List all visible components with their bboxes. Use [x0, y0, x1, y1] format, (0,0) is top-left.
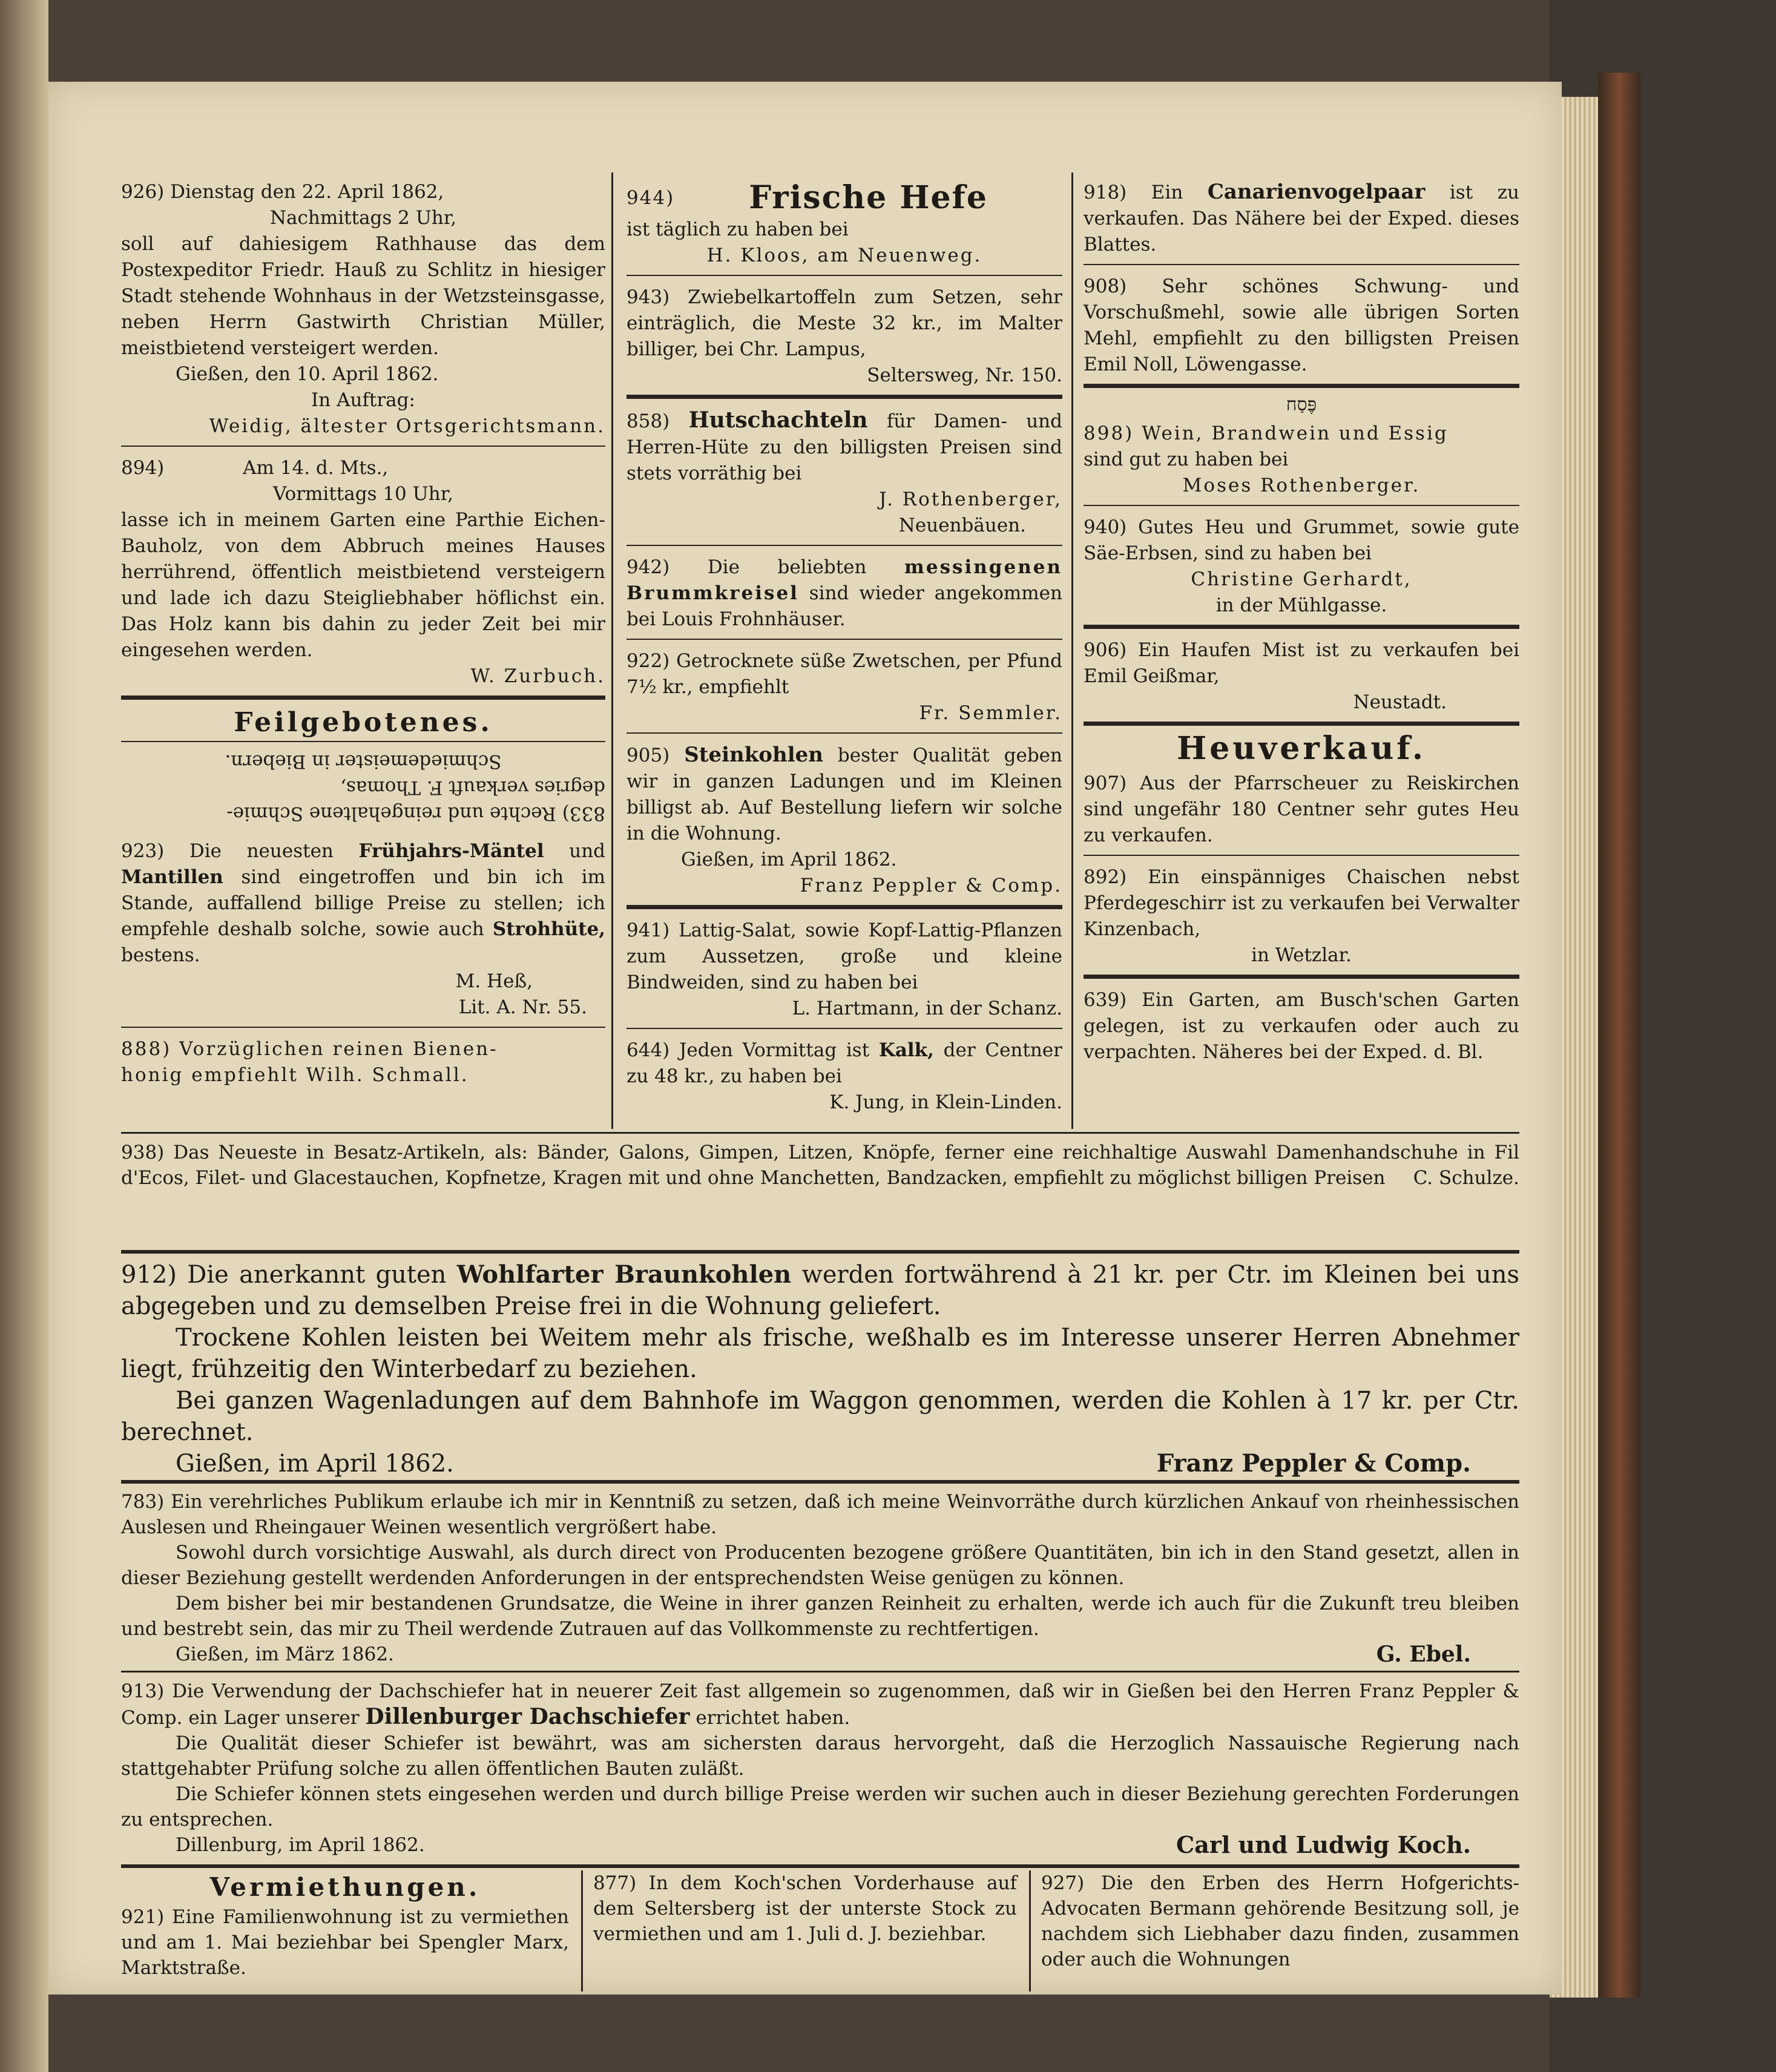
ad-918-text1: 918) Ein: [1084, 182, 1183, 203]
ad-926-line2: Nachmittags 2 Uhr,: [269, 207, 457, 229]
ad-923-text3: sind eingetroffen und bin ich im Stande, auffallend billige Preise zu stellen; ich empfehle deshalb solche, sowie auch: [121, 866, 605, 940]
ad-913-bold: Dillenburger Dachschiefer: [365, 1704, 690, 1729]
ad-923-bold2: Mantillen: [121, 866, 223, 888]
ad-783-para1: 783) Ein verehrliches Publikum erlaube ich mir in Kenntniß zu setzen, daß ich meine Weinvorräthe durch kürzlichen Ankauf von rheinhessischen Auslesen und Rheingauer Weinen wesentlich vergrößert habe.: [121, 1491, 1519, 1538]
ad-941-body: 941) Lattig-Salat, sowie Kopf-Lattig-Pflanzen zum Aussetzen, große und kleine Bindweiden, sind zu haben bei: [627, 919, 1062, 993]
ad-858: [627, 404, 1062, 546]
ad-927: 927) Die den Erben des Herrn Hofgerichts-Advocaten Bermann gehörende Besitzung soll, je nachdem sich Liebhaber dazu finden, zusammen oder auch die Wohnungen: [1041, 1872, 1519, 1970]
ad-923-bold1: Frühjahrs-Mäntel: [358, 840, 544, 862]
ad-913-para2: Die Qualität dieser Schiefer ist bewährt, was am sichersten daraus hervorgeht, daß die Herzoglich Nassauische Regierung nach stattgehabter Prüfung solche zu allen öffentlichen Bauten zuläßt.: [121, 1732, 1519, 1780]
ad-888-line1: 888) Vorzüglichen reinen Bienen-: [121, 1038, 498, 1060]
ad-858-address: Neuenbäuen.: [898, 515, 1026, 536]
ad-940: [1084, 511, 1519, 629]
ad-905-number: 905): [627, 745, 670, 766]
ad-926-line1: 926) Dienstag den 22. April 1862,: [121, 181, 444, 203]
ad-858-bold: Hutschachteln: [688, 407, 868, 433]
ad-913: [121, 1679, 1519, 1858]
ad-923: [121, 835, 605, 1028]
ad-938-body: 938) Das Neueste in Besatz-Artikeln, als: Bänder, Galons, Gimpen, Litzen, Knöpfe, ferner eine reichhaltige Auswahl Damenhandschuhe in Fil d'Ecos, Filet- und Glacestauchen, Kopfnetze, Kragen mit und ohne Manchetten, Bandzacken, empfiehlt zu möglichst billigen Preisen: [121, 1142, 1519, 1189]
ad-941-signature: L. Hartmann, in der Schanz.: [792, 998, 1062, 1019]
ad-912-text1: 912) Die anerkannt guten: [121, 1261, 447, 1289]
ad-858-signature: J. Rothenberger,: [879, 488, 1062, 510]
newspaper-page: [48, 82, 1562, 1995]
rule-above-bottom: [121, 1864, 1519, 1868]
ad-926-auftrag: In Auftrag:: [311, 389, 415, 411]
ad-833-line3: Schmiedemeister in Biebern.: [225, 751, 502, 772]
section-heading-vermiethungen: Vermiethungen.: [209, 1872, 481, 1902]
ad-888: [121, 1033, 605, 1094]
rule-above-783: [121, 1480, 1519, 1484]
book-gutter: [0, 0, 48, 2072]
ad-894-line2: Vormittags 10 Uhr,: [273, 483, 453, 505]
column-rule-1: [611, 173, 613, 1129]
ad-943: [627, 281, 1062, 399]
ad-926-body: soll auf dahiesigem Rathhause das dem Postexpeditor Friedr. Hauß zu Schlitz in hiesiger Stadt stehende Wohnhaus in der Wetzsteinsgasse, neben Herrn Gastwirth Christian Müller, meistbietend versteigert werden.: [121, 233, 605, 359]
ad-944-line1: ist täglich zu haben bei: [627, 219, 849, 240]
ad-783-para2: Sowohl durch vorsichtige Auswahl, als durch direct von Producenten bezogene größere Quantitäten, bin ich in den Stand gesetzt, allen in dieser Beziehung gestellt werdenden Anforderungen in der entsprechendsten Weise genügen zu können.: [121, 1542, 1519, 1589]
ad-922: [627, 645, 1062, 734]
ad-938: [121, 1140, 1519, 1191]
ad-922-body: 922) Getrocknete süße Zwetschen, per Pfund 7½ kr., empfiehlt: [627, 650, 1062, 698]
column-1: [121, 176, 605, 1099]
ad-923-signature: M. Heß,: [455, 970, 533, 992]
ad-833-upside-down: [121, 741, 605, 830]
ad-938-signature: C. Schulze.: [1413, 1167, 1519, 1189]
bottom-rule-1: [581, 1870, 583, 1991]
bottom-col-1: [121, 1870, 569, 1981]
ad-940-body: 940) Gutes Heu und Grummet, sowie gute Säe-Erbsen, sind zu haben bei: [1084, 516, 1519, 564]
ad-912-text2: werden fortwährend à 21 kr. per Ctr. im Kleinen bei uns abgegeben und zu demselben Preise frei in die Wohnung geliefert.: [121, 1261, 1520, 1320]
ad-944-line2: H. Kloos, am Neuenweg.: [706, 245, 982, 266]
ad-898-signature: Moses Rothenberger.: [1182, 475, 1421, 496]
ad-926-date: Gießen, den 10. April 1862.: [176, 363, 439, 385]
ad-877: 877) In dem Koch'schen Vorderhause auf dem Seltersberg ist der unterste Stock zu vermiethen und am 1. Juli d. J. beziehbar.: [593, 1872, 1017, 1945]
ad-918-bold: Canarienvogelpaar: [1207, 180, 1426, 204]
ad-943-address: Seltersweg, Nr. 150.: [867, 364, 1062, 386]
ad-918: [1084, 176, 1519, 265]
ad-833-line1: 833) Rechte und reingehaltene Schmie-: [226, 803, 605, 824]
rule-above-912: [121, 1250, 1519, 1254]
ad-944-title: Frische Hefe: [749, 179, 988, 216]
ad-892-body: 892) Ein einspänniges Chaischen nebst Pferdegeschirr ist zu verkaufen bei Verwalter Kinzenbach,: [1084, 866, 1519, 940]
ad-894-body: lasse ich in meinem Garten eine Parthie Eichen-Bauholz, von dem Abbruch meines Hauses herrührend, öffentlich meistbietend versteigern und lade ich dazu Steigliebhaber höflichst ein. Das Holz kann bis dahin zu jeder Zeit bei mir eingesehen werden.: [121, 509, 605, 661]
ad-923-text1: 923) Die neuesten: [121, 840, 334, 862]
ad-906-address: Neustadt.: [1353, 691, 1447, 713]
ad-942: [627, 551, 1062, 640]
ad-644-text1: 644) Jeden Vormittag ist: [627, 1039, 870, 1061]
book-spine: [1598, 73, 1640, 1998]
ad-912: [121, 1259, 1519, 1479]
ad-942-text2: sind wieder angekommen bei Louis Frohnhäuser.: [627, 582, 1062, 630]
hebrew-pesach-heading: פֶּסַח: [1286, 394, 1317, 415]
ad-907-body: 907) Aus der Pfarrscheuer zu Reiskirchen sind ungefähr 180 Centner sehr gutes Heu zu verkaufen.: [1084, 772, 1519, 846]
ad-639-body: 639) Ein Garten, am Busch'schen Garten gelegen, ist zu verkaufen oder auch zu verpachten. Näheres bei der Exped. d. Bl.: [1084, 989, 1519, 1063]
ad-833-line2: degries verkauft F. Thomas,: [340, 777, 605, 798]
bottom-col-3: [1041, 1870, 1519, 1972]
ad-913-text1: 913) Die Verwendung der Dachschiefer hat in neuerer Zeit fast allgemein so zugenommen, daß wir in Gießen bei den Herren Franz Peppler & Comp. ein Lager unserer: [121, 1680, 1519, 1729]
ad-644-text2: der Centner zu 48 kr., zu haben bei: [627, 1039, 1062, 1087]
ad-923-bold3: Strohhüte,: [492, 918, 605, 940]
ad-918-text2: ist zu verkaufen. Das Nähere bei der Exped. dieses Blattes.: [1084, 182, 1519, 255]
column-2: [627, 176, 1062, 1126]
ad-926-signature: Weidig, ältester Ortsgerichtsmann.: [209, 415, 605, 437]
ad-908-body: 908) Sehr schönes Schwung- und Vorschußmehl, sowie alle übrigen Sorten Mehl, empfiehlt zu den billigsten Preisen Emil Noll, Löwengasse.: [1084, 275, 1519, 375]
ad-921: 921) Eine Familienwohnung ist zu vermiethen und am 1. Mai beziehbar bei Spengler Marx, Marktstraße.: [121, 1906, 569, 1979]
ad-926: [121, 176, 605, 447]
ad-644: [627, 1034, 1062, 1122]
ad-644-signature: K. Jung, in Klein-Linden.: [829, 1091, 1062, 1113]
ad-894: [121, 452, 605, 700]
column-rule-2: [1071, 173, 1073, 1129]
column-3: [1084, 176, 1519, 1076]
ad-923-address: Lit. A. Nr. 55.: [458, 996, 587, 1018]
ad-912-para3: Bei ganzen Wagenladungen auf dem Bahnhofe im Waggon genommen, werden die Kohlen à 17 kr. per Ctr. berechnet.: [121, 1387, 1519, 1446]
ad-639: [1084, 984, 1519, 1071]
ad-908: [1084, 270, 1519, 388]
ad-922-signature: Fr. Semmler.: [919, 702, 1062, 724]
ad-898-line1: 898) Wein, Brandwein und Essig: [1084, 423, 1449, 444]
ad-888-line2: honig empfiehlt Wilh. Schmall.: [121, 1064, 469, 1086]
ad-905-signature: Franz Peppler & Comp.: [800, 875, 1062, 896]
ad-783-signature: G. Ebel.: [1376, 1642, 1471, 1667]
ad-892: [1084, 861, 1519, 979]
ad-941: [627, 914, 1062, 1029]
ad-783-para3: Dem bisher bei mir bestandenen Grundsatze, die Weine in ihrer ganzen Reinheit zu erhalten, werde ich auch für die Zukunft treu bleiben und bestrebt sein, das mir zu Theil werdende Zutrauen auf das Vollkommenste zu rechtfertigen.: [121, 1593, 1519, 1640]
ad-898-line2: sind gut zu haben bei: [1084, 449, 1289, 470]
ad-894-number: 894): [121, 457, 165, 479]
ad-923-text4: bestens.: [121, 944, 200, 966]
ad-912-para2: Trockene Kohlen leisten bei Weitem mehr als frische, weßhalb es im Interesse unserer Herren Abnehmer liegt, frühzeitig den Winterbedarf zu beziehen.: [121, 1324, 1519, 1383]
ad-783-date: Gießen, im März 1862.: [176, 1643, 394, 1665]
ad-942-text1: 942) Die beliebten: [627, 556, 867, 578]
ad-913-date: Dillenburg, im April 1862.: [176, 1834, 425, 1856]
ad-944-number: 944): [627, 187, 675, 209]
ad-894-signature: W. Zurbuch.: [470, 665, 605, 687]
ad-912-date: Gießen, im April 1862.: [176, 1450, 454, 1478]
ad-913-para3: Die Schiefer können stets eingesehen werden und durch billige Preise werden wir suchen auch in dieser Beziehung gerechten Forderungen zu entsprechen.: [121, 1783, 1519, 1830]
ad-913-text2: errichtet haben.: [696, 1707, 850, 1729]
section-heading-feilgebotenes: Feilgebotenes.: [234, 707, 493, 738]
ad-907: [1084, 767, 1519, 856]
ad-944: [627, 176, 1062, 276]
ad-913-signature: Carl und Ludwig Koch.: [1176, 1831, 1471, 1858]
ad-858-body: für Damen- und Herren-Hüte zu den billigsten Preisen sind stets vorräthig bei: [627, 410, 1062, 484]
ad-894-line1: Am 14. d. Mts.,: [243, 457, 389, 479]
ad-943-body: 943) Zwiebelkartoffeln zum Setzen, sehr einträglich, die Meste 32 kr., im Malter billiger, bei Chr. Lampus,: [627, 286, 1062, 360]
bottom-rule-2: [1029, 1870, 1031, 1991]
ad-940-address: in der Mühlgasse.: [1215, 594, 1387, 616]
ad-905: [627, 738, 1062, 909]
ad-905-body: bester Qualität geben wir in ganzen Ladungen und im Kleinen billigst ab. Auf Bestellung liefern wir solche in die Wohnung.: [627, 745, 1062, 844]
ad-923-text2: und: [569, 840, 606, 862]
ad-783: [121, 1489, 1519, 1667]
ad-940-signature: Christine Gerhardt,: [1191, 568, 1412, 590]
bottom-col-2: [593, 1870, 1017, 1947]
ad-912-bold: Wohlfarter Braunkohlen: [456, 1260, 792, 1289]
ad-906: [1084, 634, 1519, 726]
rule-above-913: [121, 1671, 1519, 1672]
ad-892-address: in Wetzlar.: [1251, 944, 1352, 966]
rule-above-938: [121, 1132, 1519, 1134]
ad-858-number: 858): [627, 410, 670, 432]
ad-905-bold: Steinkohlen: [684, 743, 823, 767]
section-heading-heuverkauf: Heuverkauf.: [1177, 730, 1426, 767]
ad-644-bold: Kalk,: [878, 1039, 934, 1061]
ad-912-signature: Franz Peppler & Comp.: [1156, 1449, 1471, 1478]
ad-905-date: Gießen, im April 1862.: [681, 849, 897, 870]
ad-906-body: 906) Ein Haufen Mist ist zu verkaufen bei Emil Geißmar,: [1084, 639, 1519, 687]
ad-898: [1084, 417, 1519, 506]
ad-942-bold: messingenen Brummkreisel: [627, 556, 1062, 604]
